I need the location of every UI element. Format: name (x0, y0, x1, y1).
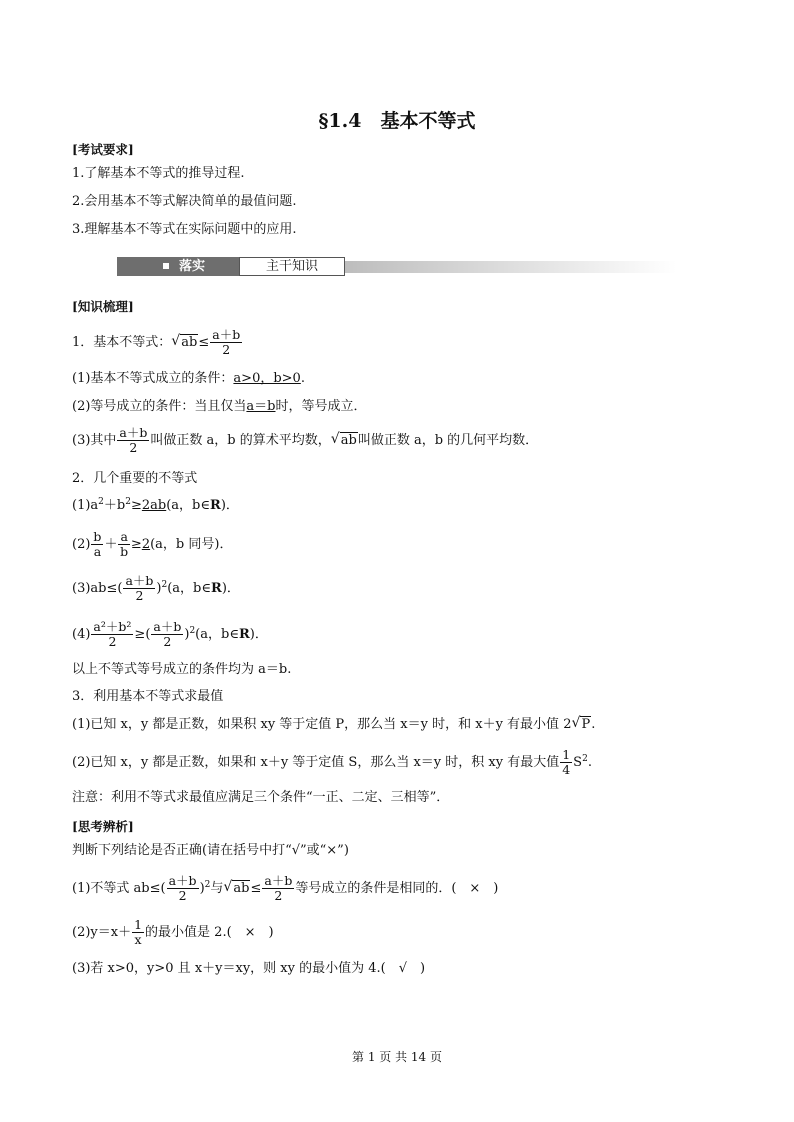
text: (2)y＝x＋ (72, 925, 132, 940)
fraction (132, 918, 144, 947)
banner-dark (117, 257, 239, 276)
text: 的最小值是 2.( × ) (145, 925, 274, 940)
text: (1)已知 x，y 都是正数，如果积 xy 等于定值 P，那么当 x＝y 时，和 x＋y 有最小值 2 (72, 717, 572, 732)
text: ＋ (104, 537, 118, 552)
text: ≥ (130, 498, 142, 513)
denominator: 2 (274, 888, 283, 903)
text: )． (220, 498, 239, 513)
numerator: a²＋b² (93, 619, 132, 634)
think-intro: 判断下列结论是否正确(请在括号中打“√”或“×”) (72, 843, 349, 858)
text: (3)ab≤( (72, 581, 123, 596)
exponent: 2 (204, 880, 211, 890)
denominator: 2 (163, 634, 172, 649)
text: S (573, 755, 583, 770)
text: . (591, 717, 596, 732)
reals-symbol: R (211, 581, 222, 596)
text: ≤ (198, 335, 210, 350)
answer: a＝b (246, 399, 276, 414)
banner-fade (345, 261, 677, 273)
fraction (123, 574, 155, 603)
fraction (210, 328, 242, 357)
denominator: 2 (178, 888, 187, 903)
question-1 (72, 874, 498, 903)
knowledge-label: [知识梳理] (72, 299, 134, 314)
think-label: [思考辨析] (72, 819, 134, 834)
extrema-note: 注意：利用不等式求最值应满足三个条件“一正、二定、三相等”． (72, 790, 450, 805)
fraction (262, 874, 294, 903)
numerator: a＋b (168, 873, 197, 888)
text: ) (156, 581, 162, 596)
fraction (151, 620, 183, 649)
text: ≥ (130, 537, 142, 552)
fraction (91, 530, 103, 559)
inequality-1 (72, 497, 239, 515)
text: (a，b 同号)． (150, 537, 233, 552)
important-head: 2．几个重要的不等式 (72, 471, 198, 486)
answer: 2ab (141, 498, 167, 513)
text: )． (221, 581, 240, 596)
numerator: a (120, 529, 128, 544)
exponent: 2 (161, 580, 168, 590)
denominator: 2 (108, 634, 117, 649)
numerator: a＋b (119, 425, 148, 440)
exam-req-item: 2.会用基本不等式解决简单的最值问题. (72, 194, 297, 209)
fraction (91, 620, 133, 649)
exam-req-item: 3.理解基本不等式在实际问题中的应用. (72, 222, 297, 237)
radicand: ab (181, 335, 198, 350)
question-3: (3)若 x>0，y>0 且 x＋y＝xy，则 xy 的最小值为 4.( √ ) (72, 961, 426, 976)
radicand: ab (340, 433, 357, 448)
text: 叫做正数 a，b 的算术平均数， (150, 433, 331, 448)
section-banner (117, 257, 677, 276)
fraction (167, 874, 199, 903)
exam-req-label: [考试要求] (72, 142, 134, 157)
numerator: 1 (562, 747, 571, 762)
inequality-3 (72, 574, 240, 603)
denominator: 2 (222, 342, 231, 357)
text: ≥ (134, 627, 146, 642)
extrema-1 (72, 716, 595, 734)
extrema-head: 3．利用基本不等式求最值 (72, 689, 224, 704)
fraction (118, 530, 129, 559)
answer: 2 (141, 537, 151, 552)
text: ) (184, 627, 190, 642)
text: (2)等号成立的条件：当且仅当 (72, 399, 247, 414)
denominator: 2 (129, 440, 138, 455)
fraction (117, 426, 149, 455)
text: (1)不等式 ab≤( (72, 881, 166, 896)
answer: a>0，b>0 (233, 371, 301, 386)
text: (1)a (72, 498, 99, 513)
text: (a，b∈ (167, 581, 212, 596)
text: (1)基本不等式成立的条件： (72, 371, 234, 386)
exponent: 2 (189, 626, 196, 636)
text: (4) (72, 627, 91, 642)
square-bullet-icon (163, 263, 169, 269)
text: ＋b (103, 498, 126, 513)
banner-left-label: 落实 (179, 259, 206, 274)
text: 时，等号成立． (275, 399, 367, 414)
text: ≤ (250, 881, 262, 896)
numerator: a＋b (212, 327, 241, 342)
numerator: a＋b (125, 573, 154, 588)
denominator: 2 (135, 588, 144, 603)
means-line (72, 426, 538, 455)
text: (2)已知 x，y 都是正数，如果和 x＋y 等于定值 S，那么当 x＝y 时，积 xy 有最大值 (72, 755, 560, 770)
radicand: P (581, 717, 591, 732)
exponent: 2 (125, 497, 131, 507)
basic-inequality-line (72, 328, 243, 357)
denominator: x (134, 932, 142, 947)
text: . (587, 755, 592, 770)
denominator: a (93, 544, 102, 559)
condition-line (72, 370, 305, 388)
text: (2) (72, 537, 91, 552)
text: . (300, 371, 305, 386)
text: (a，b∈ (166, 498, 210, 513)
fraction (560, 748, 572, 777)
text: (3)其中 (72, 433, 117, 448)
numerator: 1 (134, 917, 143, 932)
inequality-2 (72, 530, 232, 559)
denominator: b (120, 544, 129, 559)
inequality-4: (4) $\frac{\text{a²＋b²}}{2}$ ≥( $\frac{a+b}{2}$ )$^2$(a，b∈R)． (72, 619, 268, 649)
text: 与 (210, 881, 224, 896)
text: 1．基本不等式： (72, 335, 172, 350)
page-footer: 第 1 页 共 14 页 (352, 1050, 442, 1064)
numerator: a＋b (153, 619, 182, 634)
text: 等号成立的条件是相同的．( × ) (295, 881, 499, 896)
numerator: b (93, 529, 102, 544)
text: ) (199, 881, 205, 896)
banner-right-label: 主干知识 (239, 257, 345, 276)
text: )． (249, 627, 268, 642)
question-2 (72, 918, 274, 947)
exponent: 2 (98, 497, 104, 507)
sqrt (171, 334, 198, 352)
page-title: §1.4 基本不等式 (318, 110, 476, 132)
text: 叫做正数 a，b 的几何平均数． (357, 433, 539, 448)
sqrt (571, 716, 591, 734)
equality-condition-line (72, 398, 367, 416)
radicand: ab (233, 881, 250, 896)
inequality-note: 以上不等式等号成立的条件均为 a＝b. (72, 662, 292, 677)
exam-req-item: 1.了解基本不等式的推导过程. (72, 166, 245, 181)
reals-symbol: R (238, 627, 250, 642)
sqrt (223, 880, 250, 898)
reals-symbol: R (210, 498, 221, 513)
text: (a，b∈ (195, 627, 239, 642)
exponent: 2 (582, 754, 588, 764)
extrema-2 (72, 748, 592, 777)
denominator: 4 (562, 762, 571, 777)
sqrt (331, 432, 358, 450)
numerator: a＋b (264, 873, 293, 888)
